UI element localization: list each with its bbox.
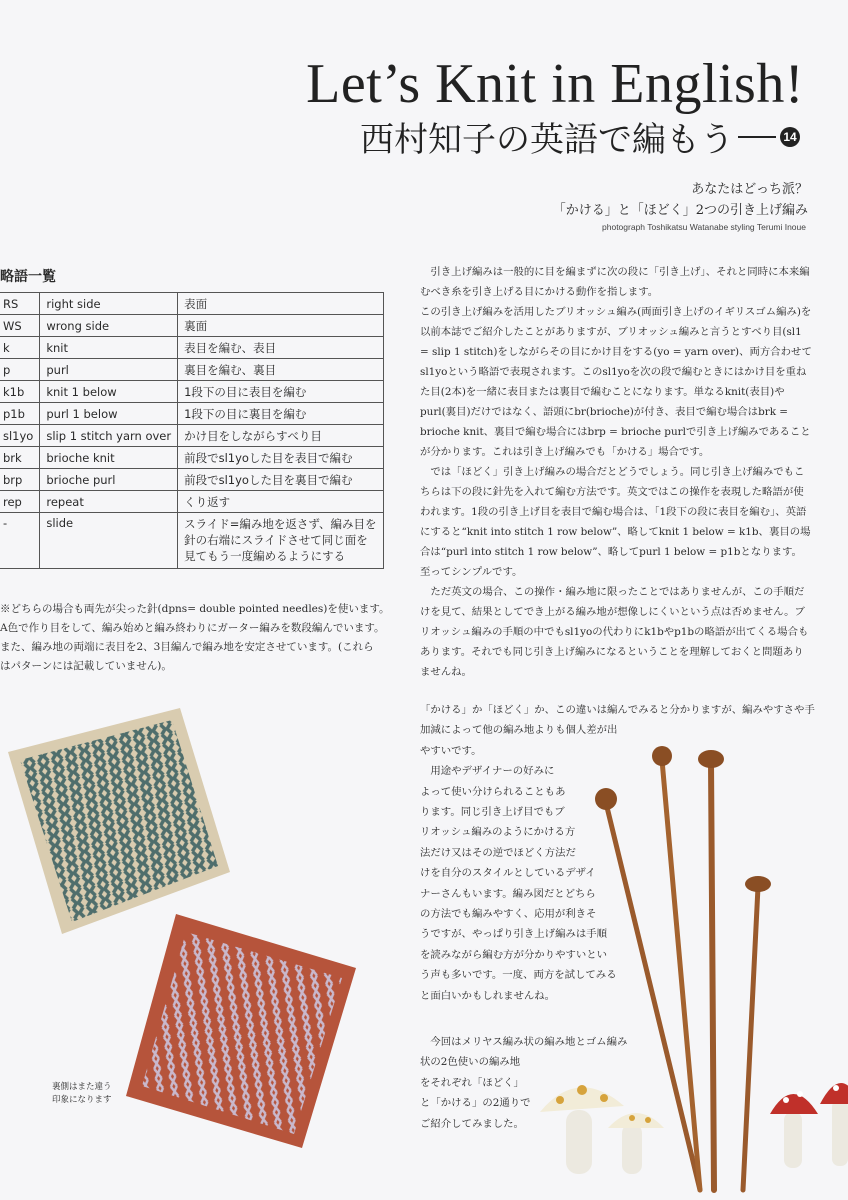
glossary-japanese: 1段下の目に表目を編む <box>178 381 384 403</box>
glossary-abbr: k <box>0 337 40 359</box>
glossary-abbr: brk <box>0 447 40 469</box>
glossary-english: purl <box>40 359 178 381</box>
glossary-english: brioche purl <box>40 469 178 491</box>
article-line: うですが、やっぱり引き上げ編みは手順 <box>420 928 608 941</box>
caption-line: 裏側はまた違う <box>52 1082 112 1092</box>
title-japanese-text: 西村知子の英語で編もう <box>360 120 734 160</box>
glossary-japanese: スライド=編み地を返さず、編み目を針の右端にスライドさせて同じ面を見てもう一度編めるようにする <box>178 513 384 569</box>
article-line: ナーさんもいます。編み図だとどちら <box>420 887 596 900</box>
glossary-japanese: 表面 <box>178 293 384 315</box>
glossary-japanese: 1段下の目に裏目を編む <box>178 403 384 425</box>
article-line: の方法でも編みやすく、応用が利きそ <box>420 908 597 921</box>
glossary-english: knit 1 below <box>40 381 178 403</box>
note-line: ※どちらの場合も両先が尖った針(dpns= double pointed needles)を使います。 <box>0 603 390 615</box>
note-line: はパターンには記載していません)。 <box>0 660 172 672</box>
title-english: Let’s Knit in English! <box>306 53 804 115</box>
glossary-japanese: 前段でsl1yoした目を表目で編む <box>178 447 384 469</box>
glossary-abbr: rep <box>0 491 40 513</box>
glossary-japanese: かけ目をしながらすべり目 <box>178 425 384 447</box>
glossary-abbr: k1b <box>0 381 40 403</box>
article-line: 状の2色使いの編み地 <box>420 1056 521 1069</box>
article-line: をそれぞれ「ほどく」 <box>420 1076 524 1089</box>
glossary-abbr: p <box>0 359 40 381</box>
article-line: 「かける」か「ほどく」か、この違いは編んでみると分かりますが、編みやすさや手 <box>420 704 815 716</box>
note-line: A色で作り目をして、編み始めと編み終わりにガーター編みを数段編んでいます。 <box>0 622 385 634</box>
subtitle-question: あなたはどっち派？ <box>691 182 808 197</box>
glossary-english: repeat <box>40 491 178 513</box>
glossary-abbr: WS <box>0 315 40 337</box>
glossary-english: knit <box>40 337 178 359</box>
glossary-japanese: 裏目を編む、裏目 <box>178 359 384 381</box>
glossary-english: purl 1 below <box>40 403 178 425</box>
article-line: 法だけ又はその逆でほどく方法だ <box>420 846 576 859</box>
article-line: ご紹介してみました。 <box>420 1117 524 1130</box>
article-line: やすいです。 <box>420 744 482 757</box>
issue-number-badge: 14 <box>780 127 800 147</box>
glossary-japanese: 表目を編む、表目 <box>178 337 384 359</box>
article-line: を読みながら編む方が分かりやすいとい <box>420 948 608 961</box>
glossary-abbr: RS <box>0 293 40 315</box>
article-line: よって使い分けられることもあ <box>420 785 566 798</box>
article-paragraph: 引き上げ編みは一般的に目を編まずに次の段に「引き上げ」、それと同時に本来編むべき糸を引き上げる目にかける動作を指します。 <box>420 266 810 298</box>
glossary-abbr: brp <box>0 469 40 491</box>
glossary-abbr: sl1yo <box>0 425 40 447</box>
article-line: と「かける」の2通りで <box>420 1097 531 1110</box>
article-line: う声も多いです。一度、両方を試してみる <box>420 969 617 982</box>
teal-swatch <box>8 708 230 934</box>
glossary-english: right side <box>40 293 178 315</box>
photo-caption <box>52 1081 112 1107</box>
note-line: また、編み地の両端に表目を2、3目編んで編み地を安定させています。(これら <box>0 641 374 653</box>
glossary-english: slide <box>40 513 178 569</box>
article-line: リオッシュ編みのようにかける方 <box>420 826 576 839</box>
photo-credit: photograph Toshikatsu Watanabe styling Terumi Inoue <box>602 222 806 232</box>
article-paragraph: では「ほどく」引き上げ編みの場合だとどうでしょう。同じ引き上げ編みでもこちらは下の段に針先を入れて編む方法です。英文ではこの操作を表現した略語が使われます。1段の引き上げ目を表目で編む場合は、「1段下の段に表目を編む」、英語にすると“knit into stitch 1 row below”、略してknit 1 below = k1b、裏目の場合は“purl into stitch 1 row below”、略してpurl 1 below = p1bとなります。至ってシンプルです。 <box>420 466 811 578</box>
glossary-heading: 略語一覧 <box>0 269 56 285</box>
article-line: けを自分のスタイルとしているデザイ <box>420 867 596 880</box>
glossary-english: slip 1 stitch yarn over <box>40 425 178 447</box>
article-line: 用途やデザイナーの好みに <box>420 765 555 778</box>
glossary-japanese: 裏面 <box>178 315 384 337</box>
article-line: 加減によって他の編み地よりも個人差が出 <box>420 724 618 737</box>
glossary-abbr: - <box>0 513 40 569</box>
glossary-english: brioche knit <box>40 447 178 469</box>
glossary-japanese: くり返す <box>178 491 384 513</box>
article-line: 今回はメリヤス編み状の編み地とゴム編み <box>420 1036 628 1048</box>
article-line: ります。同じ引き上げ目でもブ <box>420 806 565 819</box>
glossary-abbr: p1b <box>0 403 40 425</box>
article-paragraph: ただ英文の場合、この操作・編み地に限ったことではありませんが、この手順だけを見て、結果としてでき上がる編み地が想像しにくいという点は否めません。ブリオッシュ編みの手順の中でもsl1yoの代わりにk1bやp1bの略語が出てくる場合もあります。それでも同じ引き上げ編みになるということを理解しておくと問題ありませんね。 <box>420 586 809 678</box>
glossary-english: wrong side <box>40 315 178 337</box>
article-line: と面白いかもしれませんね。 <box>420 989 556 1002</box>
subtitle-topic: 「かける」と「ほどく」2つの引き上げ編み <box>552 203 808 218</box>
rust-swatch <box>126 914 356 1148</box>
article-paragraph: この引き上げ編みを活用したブリオッシュ編み(両面引き上げのイギリスゴム編み)を以前本誌でご紹介したことがありますが、ブリオッシュ編みと言うとすべり目(sl1 = slip 1 stitch)をしながらその目にかけ目をする(yo = yarn over)、両方合わせてsl1yoという略語で表現されます。このsl1yoを次の段で編むときにはかけ目を重ねた目(2本)を一緒に表目または裏目で編むことになります。単なるknit(表目)やpurl(裏目)だけではなく、語頭にbr(brioche)が付き、表目で編む場合はbrk = brioche knit、裏目で編む場合にはbrp = brioche purlで引き上げ編みであることが分かります。これは引き上げ編みでも「かける」場合です。 <box>420 306 812 458</box>
glossary-japanese: 前段でsl1yoした目を裏目で編む <box>178 469 384 491</box>
caption-line: 印象になります <box>52 1095 112 1105</box>
